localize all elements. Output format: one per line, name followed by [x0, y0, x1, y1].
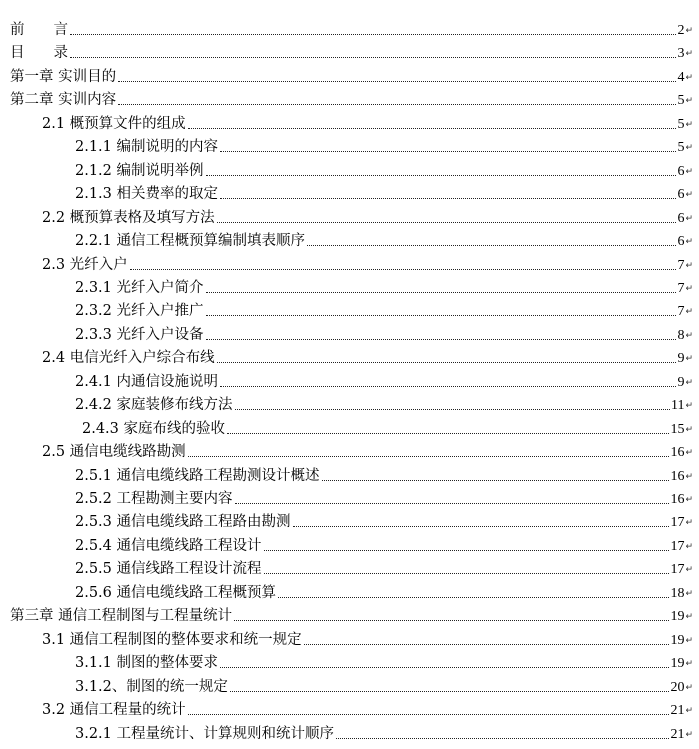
- toc-entry-title: 3.2.1 工程量统计、计算规则和统计顺序: [75, 725, 335, 742]
- toc-entry[interactable]: [75, 488, 693, 508]
- paragraph-mark-icon: ↵: [685, 354, 693, 365]
- dot-leader: [188, 128, 677, 129]
- dot-leader: [235, 409, 670, 410]
- dot-leader: [217, 362, 677, 363]
- toc-page-number: 21: [670, 726, 685, 742]
- toc-entry-title: 2.4 电信光纤入户综合布线: [42, 350, 215, 367]
- toc-page-number: 16: [670, 445, 685, 461]
- toc-entry-title: 2.1.1 编制说明的内容: [75, 139, 219, 156]
- paragraph-mark-icon: ↵: [685, 190, 693, 201]
- toc-entry[interactable]: [75, 676, 693, 696]
- dot-leader: [217, 222, 677, 223]
- toc-page-number: 19: [670, 609, 685, 625]
- dot-leader: [322, 480, 670, 481]
- toc-entry-title: 2.4.2 家庭装修布线方法: [75, 397, 233, 414]
- paragraph-mark-icon: ↵: [685, 565, 693, 576]
- dot-leader: [188, 714, 670, 715]
- toc-page-number: 4: [677, 69, 685, 85]
- toc-entry-title: 2.1.2 编制说明举例: [75, 162, 204, 179]
- toc-entry-title: 目 录: [10, 45, 68, 62]
- toc-entry-title: 3.1.1 制图的整体要求: [75, 655, 219, 672]
- toc-entry[interactable]: [75, 535, 693, 555]
- dot-leader: [264, 550, 670, 551]
- toc-page-number: 6: [677, 163, 685, 179]
- toc-page-number: 9: [677, 351, 685, 367]
- dot-leader: [227, 433, 669, 434]
- toc-entry-title: 3.2 通信工程量的统计: [42, 702, 186, 719]
- toc-entry[interactable]: [75, 183, 693, 203]
- toc-entry-title: 2.2.1 通信工程概预算编制填表顺序: [75, 233, 306, 250]
- toc-entry[interactable]: [75, 394, 693, 414]
- toc-entry-title: 2.5.3 通信电缆线路工程路由勘测: [75, 514, 291, 531]
- toc-page-number: 17: [670, 562, 685, 578]
- toc-entry-title: 2.3 光纤入户: [42, 256, 128, 273]
- toc-entry[interactable]: [75, 582, 693, 602]
- dot-leader: [220, 386, 676, 387]
- toc-entry[interactable]: [75, 723, 693, 743]
- paragraph-mark-icon: ↵: [685, 706, 693, 717]
- paragraph-mark-icon: ↵: [685, 260, 693, 271]
- toc-entry[interactable]: [42, 207, 693, 227]
- toc-entry[interactable]: [82, 418, 693, 438]
- toc-entry-title: 2.1.3 相关费率的取定: [75, 186, 219, 203]
- toc-page-number: 20: [670, 679, 685, 695]
- dot-leader: [230, 691, 670, 692]
- paragraph-mark-icon: ↵: [685, 119, 693, 130]
- dot-leader: [278, 597, 669, 598]
- dot-leader: [307, 245, 676, 246]
- toc-page-number: 11: [670, 398, 685, 414]
- toc-entry-title: 2.1 概预算文件的组成: [42, 115, 186, 132]
- toc-entry[interactable]: [42, 347, 693, 367]
- toc-page-number: 21: [670, 703, 685, 719]
- toc-page-number: 17: [670, 538, 685, 554]
- dot-leader: [188, 456, 670, 457]
- paragraph-mark-icon: ↵: [685, 96, 693, 107]
- toc-entry-title: 2.4.3 家庭布线的验收: [82, 420, 226, 437]
- dot-leader: [336, 738, 669, 739]
- toc-page-number: 5: [677, 93, 685, 109]
- toc-entry[interactable]: [42, 254, 693, 274]
- toc-page-number: 16: [670, 468, 685, 484]
- toc-entry[interactable]: [75, 371, 693, 391]
- toc-entry[interactable]: [75, 300, 693, 320]
- toc-entry[interactable]: [42, 629, 693, 649]
- paragraph-mark-icon: ↵: [685, 213, 693, 224]
- dot-leader: [234, 620, 669, 621]
- dot-leader: [130, 269, 677, 270]
- paragraph-mark-icon: ↵: [685, 448, 693, 459]
- dot-leader: [206, 175, 677, 176]
- toc-page-number: 9: [677, 374, 685, 390]
- toc-entry[interactable]: [75, 277, 693, 297]
- toc-entry[interactable]: [42, 699, 693, 719]
- paragraph-mark-icon: ↵: [685, 330, 693, 341]
- dot-leader: [304, 644, 670, 645]
- toc-page-number: 15: [670, 421, 685, 437]
- toc-entry-title: 前 言: [10, 22, 68, 38]
- paragraph-mark-icon: ↵: [685, 377, 693, 388]
- dot-leader: [206, 339, 677, 340]
- toc-entry[interactable]: [10, 89, 693, 109]
- paragraph-mark-icon: ↵: [685, 307, 693, 318]
- toc-entry[interactable]: [10, 42, 693, 62]
- toc-page-number: 2: [677, 23, 685, 38]
- toc-entry-title: 2.3.1 光纤入户简介: [75, 279, 204, 296]
- dot-leader: [220, 667, 669, 668]
- toc-entry[interactable]: [75, 511, 693, 531]
- dot-leader: [70, 57, 676, 58]
- toc-entry-title: 2.5.6 通信电缆线路工程概预算: [75, 584, 277, 601]
- toc-entry[interactable]: [75, 558, 693, 578]
- toc-entry-title: 2.4.1 内通信设施说明: [75, 373, 219, 390]
- toc-entry[interactable]: [42, 441, 693, 461]
- toc-page-number: 7: [677, 304, 685, 320]
- toc-entry[interactable]: [75, 136, 693, 156]
- toc-entry-title: 2.5.1 通信电缆线路工程勘测设计概述: [75, 467, 320, 484]
- dot-leader: [235, 503, 670, 504]
- dot-leader: [293, 526, 670, 527]
- paragraph-mark-icon: ↵: [685, 495, 693, 505]
- toc-entry[interactable]: [75, 465, 693, 485]
- paragraph-mark-icon: ↵: [685, 612, 693, 623]
- paragraph-mark-icon: ↵: [685, 143, 693, 154]
- toc-entry-title: 2.5.5 通信线路工程设计流程: [75, 561, 262, 578]
- toc-entry-title: 3.1.2、制图的统一规定: [75, 678, 228, 695]
- paragraph-mark-icon: ↵: [685, 237, 693, 248]
- dot-leader: [220, 151, 676, 152]
- paragraph-mark-icon: ↵: [685, 682, 693, 693]
- toc-page-number: 6: [677, 187, 685, 203]
- paragraph-mark-icon: ↵: [685, 729, 693, 740]
- paragraph-mark-icon: ↵: [685, 635, 693, 646]
- dot-leader: [220, 198, 676, 199]
- dot-leader: [206, 315, 677, 316]
- toc-page-number: 17: [670, 515, 685, 531]
- dot-leader: [70, 34, 676, 35]
- toc-entry-title: 第二章 实训内容: [10, 92, 117, 109]
- toc-page-number: 16: [670, 492, 685, 507]
- toc-page-number: 18: [670, 585, 685, 601]
- toc-entry-title: 2.5 通信电缆线路勘测: [42, 444, 186, 461]
- dot-leader: [264, 573, 670, 574]
- paragraph-mark-icon: ↵: [685, 26, 693, 36]
- toc-page-number: 3: [677, 46, 685, 62]
- paragraph-mark-icon: ↵: [685, 72, 693, 83]
- toc-entry-title: 2.3.3 光纤入户设备: [75, 326, 204, 343]
- paragraph-mark-icon: ↵: [685, 471, 693, 482]
- toc-entry[interactable]: [42, 113, 693, 133]
- toc-page-number: 19: [670, 656, 685, 672]
- dot-leader: [118, 104, 676, 105]
- toc-page-number: 5: [677, 140, 685, 156]
- toc-page-number: 19: [670, 632, 685, 648]
- toc-entry-title: 第三章 通信工程制图与工程量统计: [10, 608, 233, 625]
- dot-leader: [206, 292, 677, 293]
- toc-entry-title: 2.3.2 光纤入户推广: [75, 303, 204, 320]
- toc-entry-title: 3.1 通信工程制图的整体要求和统一规定: [42, 631, 302, 648]
- toc-entry[interactable]: [75, 160, 693, 180]
- paragraph-mark-icon: ↵: [685, 283, 693, 294]
- dot-leader: [118, 81, 676, 82]
- paragraph-mark-icon: ↵: [685, 166, 693, 177]
- paragraph-mark-icon: ↵: [685, 424, 693, 435]
- toc-entry-title: 2.5.4 通信电缆线路工程设计: [75, 537, 262, 554]
- toc-entry[interactable]: [10, 66, 693, 86]
- toc-entry[interactable]: [10, 605, 693, 625]
- toc-page-number: 5: [677, 116, 685, 132]
- toc-entry[interactable]: [75, 652, 693, 672]
- toc-page-number: 7: [677, 280, 685, 296]
- toc-entry-title: 第一章 实训目的: [10, 68, 117, 85]
- toc-entry-title: 2.5.2 工程勘测主要内容: [75, 491, 233, 507]
- toc-entry[interactable]: [75, 230, 693, 250]
- toc-page-number: 6: [677, 210, 685, 226]
- toc-page-number: 8: [677, 327, 685, 343]
- paragraph-mark-icon: ↵: [685, 588, 693, 599]
- paragraph-mark-icon: ↵: [685, 541, 693, 552]
- toc-page-number: 6: [677, 234, 685, 250]
- paragraph-mark-icon: ↵: [685, 401, 693, 412]
- toc-entry[interactable]: [75, 324, 693, 344]
- toc-page-number: 7: [677, 257, 685, 273]
- paragraph-mark-icon: ↵: [685, 659, 693, 670]
- paragraph-mark-icon: ↵: [685, 518, 693, 529]
- paragraph-mark-icon: ↵: [685, 49, 693, 60]
- toc-entry[interactable]: [10, 19, 693, 39]
- toc-entry-title: 2.2 概预算表格及填写方法: [42, 209, 215, 226]
